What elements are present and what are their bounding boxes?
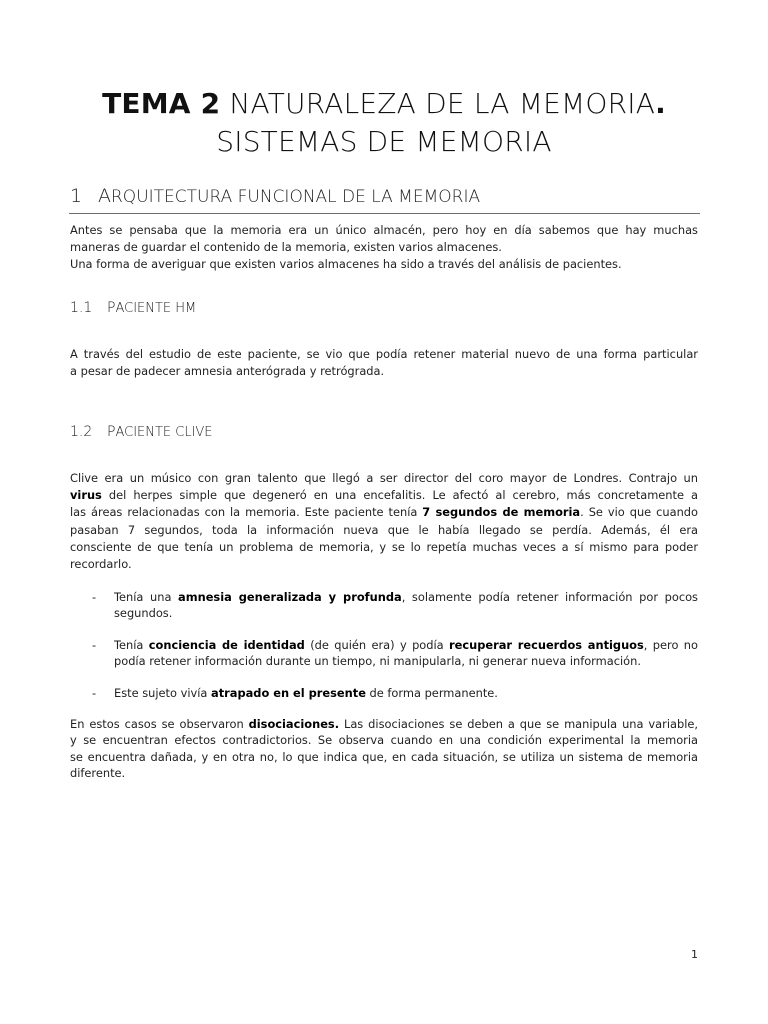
subsection-heading-1-2 [70, 423, 213, 442]
emphasis: 7 segundos de memoria [422, 505, 581, 520]
text-run: del herpes simple que degeneró en una encefalitis. Le afectó al cerebro, más concretamente a [101, 488, 698, 503]
heading-text: ACIENTE HM [115, 301, 197, 316]
paragraph-line: Antes se pensaba que la memoria era un único almacén, pero hoy en día sabemos que hay muchas [70, 223, 698, 237]
section-divider [69, 213, 700, 214]
text-run: de forma permanente. [365, 686, 498, 700]
bullet-text [114, 685, 698, 701]
emphasis: atrapado en el presente [211, 686, 366, 700]
bullet-dash: - [92, 590, 97, 604]
subsection-number: 1.1 [70, 300, 93, 316]
paragraph-line: diferente. [70, 766, 126, 781]
paragraph-line: pasaban 7 segundos, toda la información nueva que le había llegado se perdía. Además, él era [70, 522, 698, 537]
emphasis: conciencia de identidad [148, 638, 305, 652]
page-title-line-2: SISTEMAS DE MEMORIA [216, 125, 552, 158]
heading-text: ACIENTE CLIVE [115, 425, 213, 440]
paragraph-line: recordarlo. [70, 557, 132, 572]
bullet-line: podía retener información durante un tiempo, ni manipularla, ni generar nueva información. [114, 654, 641, 668]
title-topic-number: TEMA 2 [102, 87, 221, 120]
heading-text: RQUITECTURA FUNCIONAL DE LA MEMORIA [111, 187, 481, 207]
text-run: Las disociaciones se deben a que se manipula una variable, [339, 717, 698, 731]
text-run: las áreas relacionadas con la memoria. Este paciente tenía [70, 505, 423, 520]
heading-initial: A [98, 185, 111, 207]
paragraph-line: consciente de que tenía un problema de memoria, y se lo repetía muchas veces a sí mismo para poder [70, 539, 698, 554]
section-1-paragraph [70, 222, 698, 273]
page-number: 1 [691, 948, 698, 961]
text-run: En estos casos se observaron [70, 717, 249, 731]
page-title-line-1 [0, 84, 768, 124]
text-run: , pero no [643, 638, 698, 652]
text-run: Este sujeto vivía [114, 686, 212, 700]
text-run: (de quién era) y podía [304, 638, 450, 652]
bullet-text [114, 589, 698, 621]
emphasis: amnesia generalizada y profunda [178, 590, 402, 604]
text-run: Tenía una [114, 590, 179, 604]
bullet-dash: - [92, 686, 97, 700]
heading-initial: P [107, 424, 116, 440]
section-heading-1 [70, 184, 700, 209]
paragraph-line: A través del estudio de este paciente, se vio que podía retener material nuevo de una forma particular [70, 347, 698, 361]
title-topic-name: NATURALEZA DE LA MEMORIA [229, 87, 656, 120]
paragraph-line: y se encuentran efectos contradictorios. Se observa cuando en una condición experimental la memoria [70, 733, 698, 748]
bullet-line [114, 685, 698, 701]
title-dot: . [655, 87, 666, 120]
text-run: , solamente podía retener información por pocos [401, 590, 698, 604]
subsection-heading-1-1 [70, 299, 196, 318]
paragraph-line [70, 716, 698, 732]
paragraph-line: Una forma de averiguar que existen varios almacenes ha sido a través del análisis de pacientes. [70, 257, 622, 271]
text-run: Tenía [114, 638, 149, 652]
subsection-number: 1.2 [70, 424, 93, 440]
text-run: . Se vio que cuando [580, 505, 698, 520]
emphasis: virus [70, 488, 102, 503]
bullet-line [114, 589, 698, 605]
section-number: 1 [70, 185, 83, 207]
bullet-line: segundos. [114, 606, 173, 620]
emphasis: recuperar recuerdos antiguos [449, 638, 644, 652]
bullet-text [114, 637, 698, 669]
bullet-line [114, 637, 698, 653]
paragraph-line: se encuentra dañada, y en otra no, lo que indica que, en cada situación, se utiliza un sistema de memoria [70, 749, 698, 764]
section-1-2-paragraph-2 [70, 716, 698, 782]
bullet-dash: - [92, 638, 97, 652]
paragraph-line: Clive era un músico con gran talento que llegó a ser director del coro mayor de Londres. Contrajo un [70, 471, 698, 485]
heading-initial: P [107, 300, 116, 316]
section-1-1-paragraph [70, 346, 698, 380]
paragraph-line: a pesar de padecer amnesia anterógrada y retrógrada. [70, 364, 385, 378]
paragraph-line [70, 487, 698, 504]
emphasis: disociaciones. [248, 717, 340, 731]
section-1-2-paragraph-1 [70, 470, 698, 573]
paragraph-line [70, 504, 698, 521]
paragraph-line: maneras de guardar el contenido de la memoria, existen varios almacenes. [70, 240, 502, 254]
